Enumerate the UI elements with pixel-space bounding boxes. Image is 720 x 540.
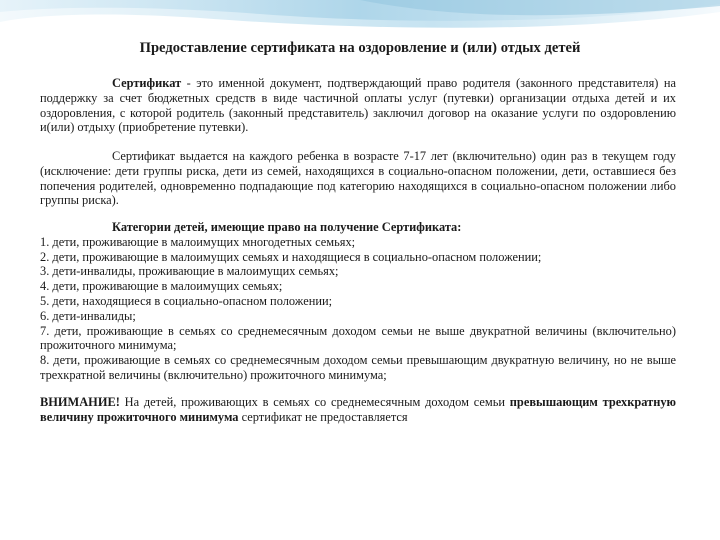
category-item: 2. дети, проживающие в малоимущих семьях и находящиеся в социально-опасном положении;: [40, 249, 542, 264]
warning-text-after: сертификат не предоставляется: [238, 409, 408, 424]
category-item: 6. дети-инвалиды;: [40, 308, 136, 323]
category-item: 5. дети, находящиеся в социально-опасном положении;: [40, 293, 333, 308]
warning-paragraph: [40, 395, 676, 425]
definition-paragraph: [40, 76, 676, 135]
category-item: 1. дети, проживающие в малоимущих многодетных семьях;: [40, 234, 356, 249]
definition-text: - это именной документ, подтверждающий право родителя (законного представителя) на поддержку за счет бюджетных средств в виде частичной оплаты услуг (путевки) организации отдыха детей и их оздоровления, с которой родитель (законный представитель) заключил договор на оказание услуги по оздоровлению и(или) отдыху (приобретение путевки).: [40, 76, 676, 135]
issuance-paragraph: [40, 149, 676, 208]
category-item: 3. дети-инвалиды, проживающие в малоимущих семьях;: [40, 264, 339, 279]
category-item: 4. дети, проживающие в малоимущих семьях;: [40, 279, 283, 294]
warning-text-before: На детей, проживающих в семьях со среднемесячным доходом семьи: [119, 395, 510, 409]
category-item: 8. дети, проживающие в семьях со среднемесячным доходом семьи превышающим двукратную величину, но не выше трехкратной величины (включительно) прожиточного минимума;: [40, 353, 676, 382]
definition-term: Сертификат: [112, 76, 182, 90]
category-item: 7. дети, проживающие в семьях со среднемесячным доходом семьи не выше двукратной величины (включительно) прожиточного минимума;: [40, 323, 676, 353]
page-title: Предоставление сертификата на оздоровление и (или) отдых детей: [139, 40, 581, 56]
categories-section: [40, 220, 676, 383]
issuance-text: Сертификат выдается на каждого ребенка в возрасте 7-17 лет (включительно) один раз в текущем году (исключение: дети группы риска, дети из семей, находящихся в социально-опасном положении, дети, оставшиеся без попечения родителей, одновременно подпадающие под категорию находящихся в социально-опасном положении либо группы риска).: [40, 149, 676, 208]
warning-emphasis: превышающим трехкратную величину прожиточного минимума: [40, 395, 677, 424]
warning-label: ВНИМАНИЕ!: [40, 395, 120, 409]
categories-heading: Категории детей, имеющие право на получение Сертификата:: [112, 220, 462, 234]
